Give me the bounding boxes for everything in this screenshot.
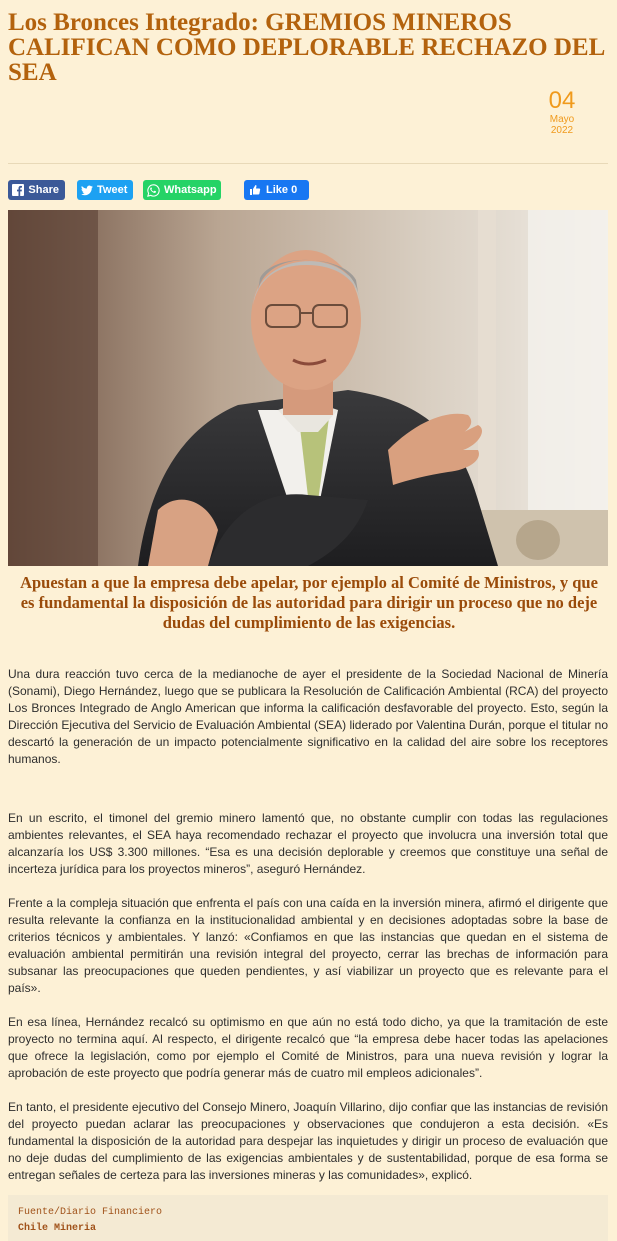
whatsapp-label: Whatsapp (164, 184, 217, 196)
date-month: Mayo (549, 114, 575, 125)
source-publisher: Chile Mineria (18, 1223, 97, 1234)
whatsapp-icon (147, 183, 160, 197)
date-year: 2022 (550, 125, 574, 136)
facebook-icon (12, 183, 24, 197)
tweet-label: Tweet (97, 184, 128, 196)
tweet-button[interactable] (77, 180, 133, 200)
article-paragraph: En esa línea, Hernández recalcó su optimismo en que aún no está todo dicho, ya que la tramitación de este proyecto no termina aquí. Al respecto, el dirigente recalcó que “la empresa debe hacer todas las apelaciones que ofrece la legislación, como por ejemplo el Comité de Ministros, para una nueva revisión y lograr la aprobación de este proyecto que podría generar más de cuatro mil empleos adicionales”. (8, 1015, 608, 1080)
article-title: Los Bronces Integrado: GREMIOS MINEROS CALIFICAN COMO DEPLORABLE RECHAZO DEL SEA (8, 9, 604, 86)
source-line: Fuente/Diario Financiero (18, 1207, 163, 1218)
header-divider (8, 163, 608, 164)
share-label: Share (28, 184, 59, 196)
facebook-like-button[interactable] (244, 180, 309, 200)
like-label: Like 0 (266, 184, 298, 196)
article-paragraph: Una dura reacción tuvo cerca de la medianoche de ayer el presidente de la Sociedad Nacional de Minería (Sonami), Diego Hernández, luego que se publicara la Resolución de Calificación Ambiental (RCA) del proyecto Los Bronces Integrado de Anglo American que informa la calificación desfavorable del proyecto. Esto, según la Dirección Ejecutiva del Servicio de Evaluación Ambiental (SEA) liderado por Valentina Durán, porque el titular no descartó la generación de un impacto potencialmente significativo en la calidad del aire sobre los receptores humanos. (8, 667, 608, 766)
whatsapp-button[interactable] (143, 180, 221, 200)
article-paragraph: Frente a la compleja situación que enfrenta el país con una caída en la inversión minera, afirmó el dirigente que resulta relevante la confianza en la institucionalidad ambiental y en decisiones adoptadas sobre la base de criterios técnicos y ambientales. Y lanzó: «Confiamos en que las instancias que quedan en el sistema de evaluación ambiental permitirán una revisión integral del proyecto, cerrar las brechas de información para subsanar las preocupaciones que queden pendientes, y así viabilizar un proyecto que es relevante para el país». (8, 896, 608, 995)
article-photo (8, 210, 608, 566)
article-body (8, 666, 608, 1184)
article-lead: Apuestan a que la empresa debe apelar, por ejemplo al Comité de Ministros, y que es fundamental la disposición de las autoridad para dirigir un proceso que no deje dudas del cumplimiento de las exigencias. (20, 573, 598, 632)
twitter-bird-icon (81, 183, 93, 197)
publish-date (537, 88, 587, 136)
article-paragraph: En un escrito, el timonel del gremio minero lamentó que, no obstante cumplir con todas las regulaciones ambientes relevantes, el SEA haya recomendado rechazar el proyecto que involucra una inversión total que alcanzaría los US$ 3.300 millones. “Esa es una decisión deplorable y creemos que constituye una señal de incerteza jurídica para los proyectos mineros”, aseguró Hernández. (8, 811, 608, 876)
facebook-share-button[interactable] (8, 180, 65, 200)
thumbs-up-icon (248, 183, 262, 197)
source-box (8, 1195, 608, 1241)
date-day: 04 (548, 87, 576, 114)
article-paragraph: En tanto, el presidente ejecutivo del Consejo Minero, Joaquín Villarino, dijo confiar que las instancias de revisión del proyecto puedan aclarar las preocupaciones y observaciones que condujeron a esta decisión. «Es fundamental la disposición de la autoridad para despejar las inquietudes y dirigir un proceso de evaluación que no deje dudas del cumplimiento de las exigencias ambientales y de sustentabilidad, porque de esa forma se entregan señales de certeza para las inversiones mineras y las comunidades», explicó. (8, 1100, 608, 1182)
